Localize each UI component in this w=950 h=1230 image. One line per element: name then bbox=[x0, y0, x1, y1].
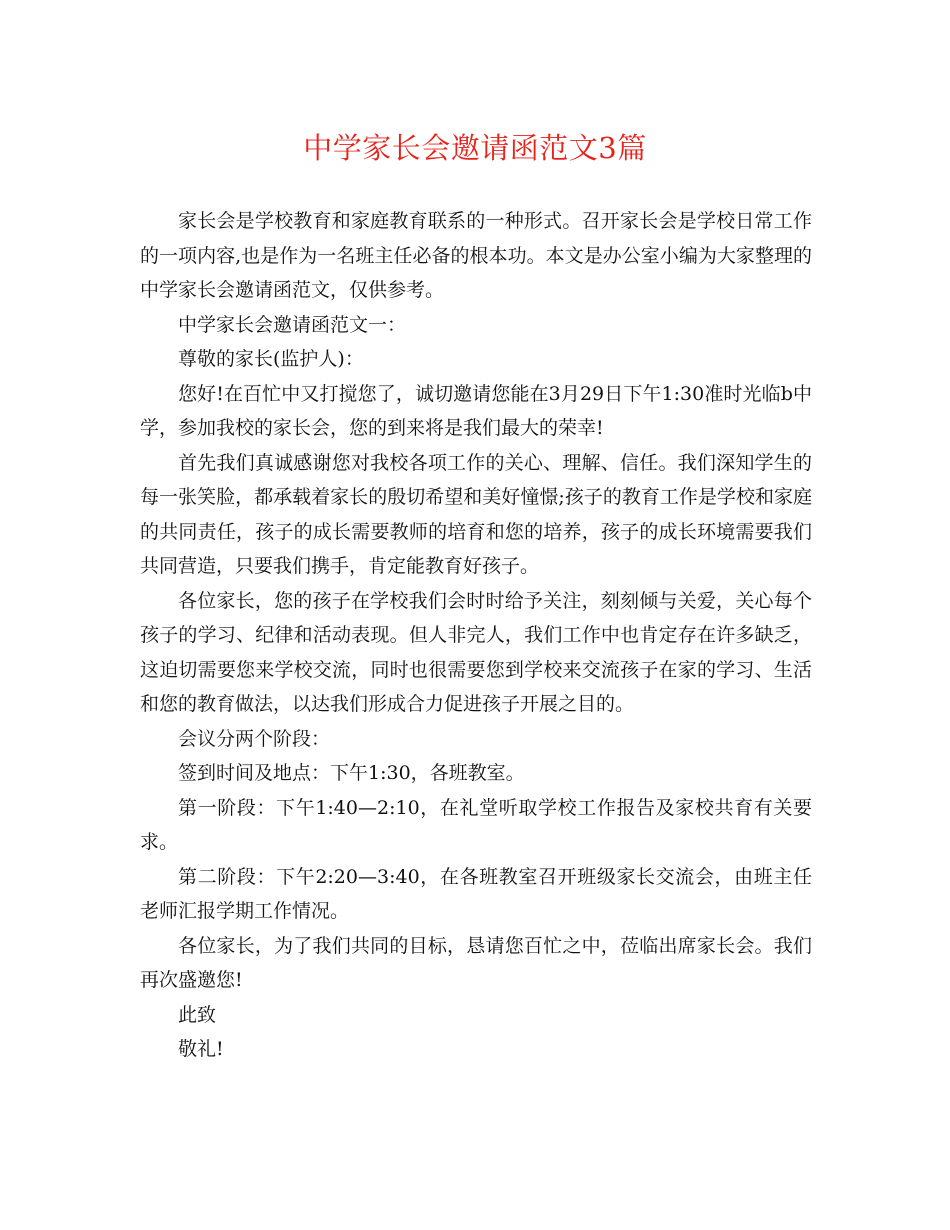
paragraph-stage-two: 第二阶段：下午2:20—3:40，在各班教室召开班级家长交流会，由班主任老师汇报学期工作情况。 bbox=[140, 865, 812, 922]
paragraph-intro: 家长会是学校教育和家庭教育联系的一种形式。召开家长会是学校日常工作的一项内容,也是作为一名班主任必备的根本功。本文是办公室小编为大家整理的中学家长会邀请函范文，仅供参考。 bbox=[140, 210, 812, 301]
paragraph-salutation: 尊敬的家长(监护人)： bbox=[178, 348, 364, 370]
paragraph-checkin: 签到时间及地点：下午1:30，各班教室。 bbox=[178, 762, 525, 784]
paragraph-thanks: 首先我们真诚感谢您对我校各项工作的关心、理解、信任。我们深知学生的每一张笑脸，都承载着家长的殷切希望和美好憧憬;孩子的教育工作是学校和家庭的共同责任，孩子的成长需要教师的培育和您的培养，孩子的成长环境需要我们共同营造，只要我们携手，肯定能教育好孩子。 bbox=[140, 451, 812, 577]
document-title: 中学家长会邀请函范文3篇 bbox=[303, 131, 647, 165]
paragraph-section-heading: 中学家长会邀请函范文一： bbox=[178, 313, 407, 336]
paragraph-stage-one: 第一阶段：下午1:40—2:10，在礼堂听取学校工作报告及家校共育有关要求。 bbox=[140, 796, 812, 853]
paragraph-invitation: 您好!在百忙中又打搅您了，诚切邀请您能在3月29日下午1:30准时光临b中学，参加我校的家长会，您的到来将是我们最大的荣幸! bbox=[140, 382, 812, 439]
paragraph-closing: 各位家长，为了我们共同的目标，恳请您百忙之中，莅临出席家长会。我们再次盛邀您! bbox=[140, 934, 812, 991]
paragraph-jingli: 敬礼! bbox=[178, 1038, 224, 1060]
document-body bbox=[140, 204, 812, 1067]
paragraph-communication: 各位家长，您的孩子在学校我们会时时给予关注，刻刻倾与关爱，关心每个孩子的学习、纪律和活动表现。但人非完人，我们工作中也肯定存在许多缺乏，这迫切需要您来学校交流，同时也很需要您到学校来交流孩子在家的学习、生活和您的教育做法，以达我们形成合力促进孩子开展之目的。 bbox=[140, 589, 812, 715]
paragraph-cizhi: 此致 bbox=[178, 1003, 217, 1026]
paragraph-stages-intro: 会议分两个阶段： bbox=[178, 727, 331, 750]
